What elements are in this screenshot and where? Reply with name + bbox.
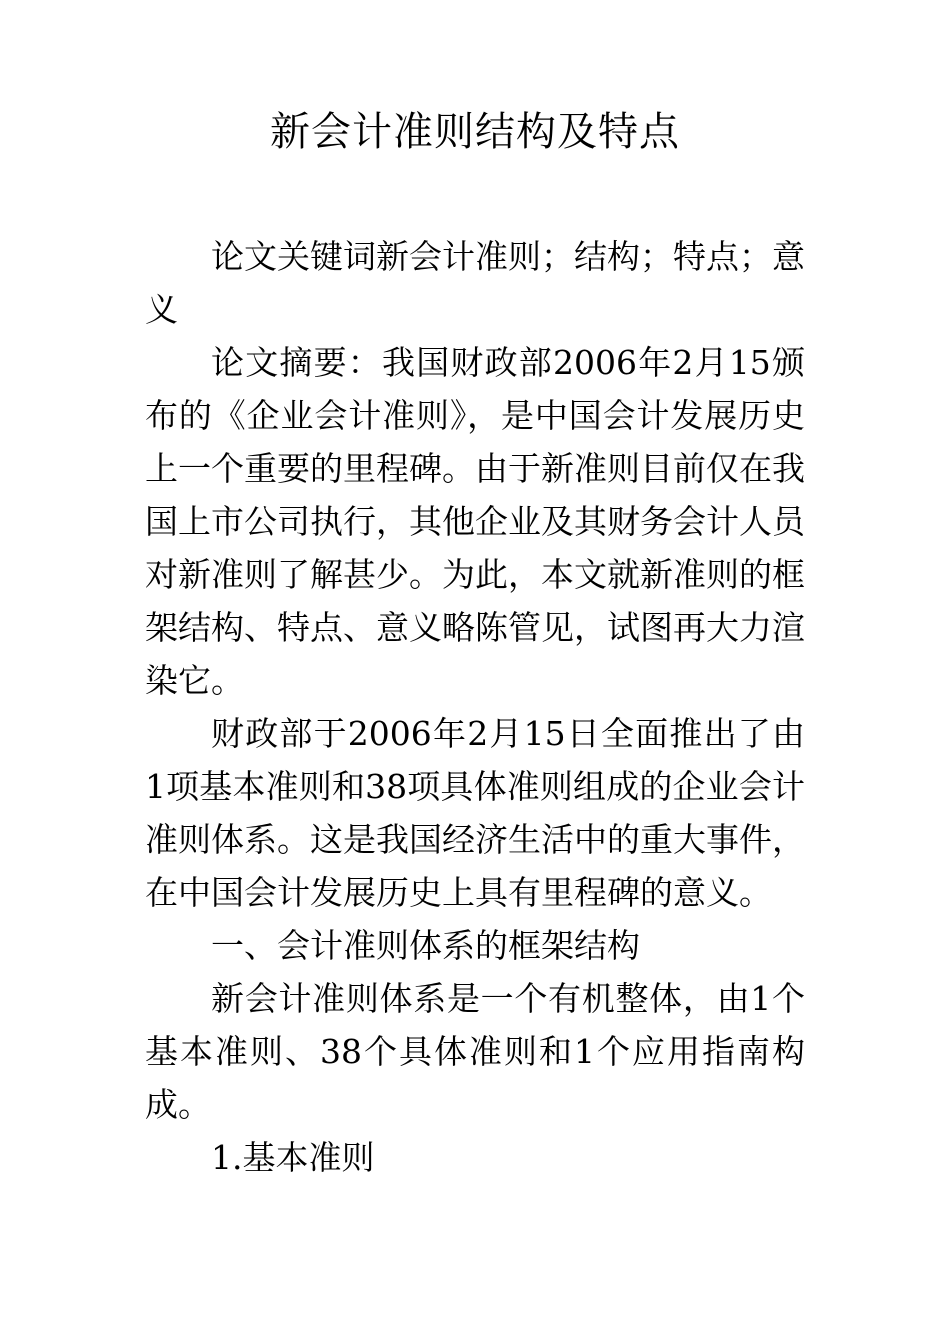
intro-paragraph: 财政部于2006年2月15日全面推出了由1项基本准则和38项具体准则组成的企业会计准则体系。这是我国经济生活中的重大事件，在中国会计发展历史上具有里程碑的意义。 — [145, 714, 805, 912]
section-heading: 一、会计准则体系的框架结构 — [211, 926, 640, 965]
document-body — [145, 230, 805, 1184]
section-paragraph: 新会计准则体系是一个有机整体，由1个基本准则、38个具体准则和1个应用指南构成。 — [145, 979, 805, 1124]
subsection-heading: 1.基本准则 — [211, 1138, 375, 1177]
keywords-paragraph: 论文关键词新会计准则；结构；特点；意义 — [145, 237, 805, 329]
document-title: 新会计准则结构及特点 — [270, 109, 680, 155]
abstract-paragraph: 论文摘要：我国财政部2006年2月15颁布的《企业会计准则》，是中国会计发展历史上一个重要的里程碑。由于新准则目前仅在我国上市公司执行，其他企业及其财务会计人员对新准则了解甚少。为此，本文就新准则的框架结构、特点、意义略陈管见，试图再大力渲染它。 — [145, 343, 805, 700]
